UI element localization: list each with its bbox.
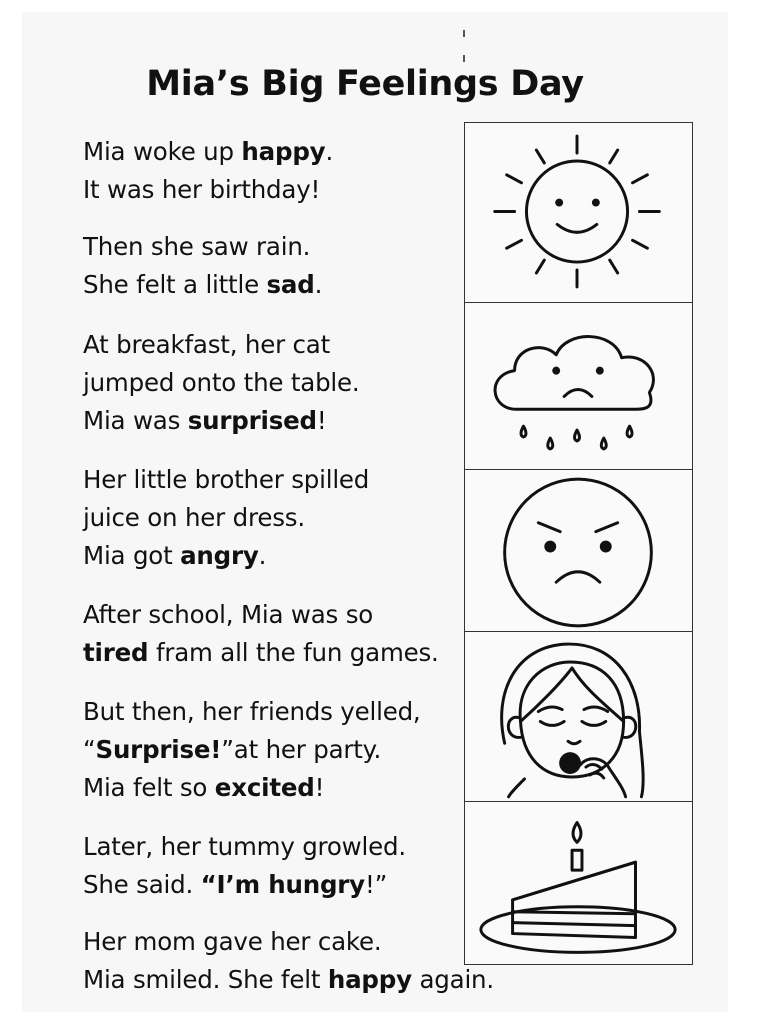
story-line xyxy=(83,326,360,364)
feeling-word: surprised xyxy=(187,406,317,435)
crop-mark xyxy=(463,30,465,37)
story-paragraph xyxy=(83,133,333,209)
text-run: again. xyxy=(411,965,494,994)
story-paragraph xyxy=(83,326,360,440)
text-run: ! xyxy=(314,773,325,802)
story-line xyxy=(83,634,439,672)
text-run: Mia felt so xyxy=(83,773,215,802)
story-paragraph xyxy=(83,923,494,999)
story-line xyxy=(83,693,421,731)
text-run: Mia was xyxy=(83,406,188,435)
feeling-word: happy xyxy=(241,137,326,166)
text-run: Her mom gave her cake. xyxy=(83,927,382,956)
text-run: ”at her party. xyxy=(221,735,382,764)
angry-face-icon xyxy=(465,470,692,632)
feeling-word: “I’m hungry xyxy=(200,870,365,899)
story-line xyxy=(83,228,322,266)
text-run: . xyxy=(325,137,334,166)
text-run: It was her birthday! xyxy=(83,175,321,204)
sad-rain-cloud-icon xyxy=(465,303,692,470)
story-line xyxy=(83,461,369,499)
text-run: Later, her tummy growled. xyxy=(83,832,406,861)
smiling-sun-icon xyxy=(465,123,692,303)
text-run: Her little brother spilled xyxy=(83,465,370,494)
story-line xyxy=(83,133,333,171)
story-line xyxy=(83,866,406,904)
feeling-word: happy xyxy=(327,965,412,994)
text-run: Mia woke up xyxy=(83,137,242,166)
text-run: At breakfast, her cat xyxy=(83,330,331,359)
text-run: ! xyxy=(316,406,327,435)
story-line xyxy=(83,923,494,961)
text-run: She felt a little xyxy=(83,270,267,299)
text-run: . xyxy=(314,270,323,299)
text-run: After school, Mia was so xyxy=(83,600,374,629)
story-line xyxy=(83,537,369,575)
story-line xyxy=(83,402,360,440)
text-run: Mia smiled. She felt xyxy=(83,965,328,994)
story-paragraph xyxy=(83,461,369,575)
story-line xyxy=(83,499,369,537)
feeling-word: excited xyxy=(214,773,315,802)
story-line xyxy=(83,364,360,402)
birthday-cake-slice-icon xyxy=(465,802,692,966)
feeling-word: sad xyxy=(266,270,315,299)
text-run: fram all the fun games. xyxy=(148,638,439,667)
story-line xyxy=(83,961,494,999)
story-paragraph xyxy=(83,828,406,904)
story-line xyxy=(83,266,322,304)
feeling-word: Surprise! xyxy=(95,735,222,764)
text-run: Mia got xyxy=(83,541,181,570)
story-paragraph xyxy=(83,596,439,672)
story-paragraph xyxy=(83,693,421,807)
story-line xyxy=(83,769,421,807)
text-run: !” xyxy=(364,870,388,899)
text-run: But then, her friends yelled, xyxy=(83,697,421,726)
story-line xyxy=(83,828,406,866)
story-line xyxy=(83,596,439,634)
story-paragraph xyxy=(83,228,322,304)
story-line xyxy=(83,731,421,769)
text-run: jumped onto the table. xyxy=(83,368,360,397)
feeling-word: angry xyxy=(180,541,259,570)
tired-yawning-girl-icon xyxy=(465,632,692,802)
illustration-strip xyxy=(464,122,693,965)
crop-mark xyxy=(463,55,465,62)
story-line xyxy=(83,171,333,209)
text-run: . xyxy=(258,541,267,570)
text-run: Then she saw rain. xyxy=(83,232,311,261)
text-run: She said. xyxy=(83,870,201,899)
feeling-word: tired xyxy=(83,638,149,667)
page-title: Mia’s Big Feelings Day xyxy=(146,64,584,104)
text-run: juice on her dress. xyxy=(83,503,305,532)
text-run: “ xyxy=(83,735,96,764)
